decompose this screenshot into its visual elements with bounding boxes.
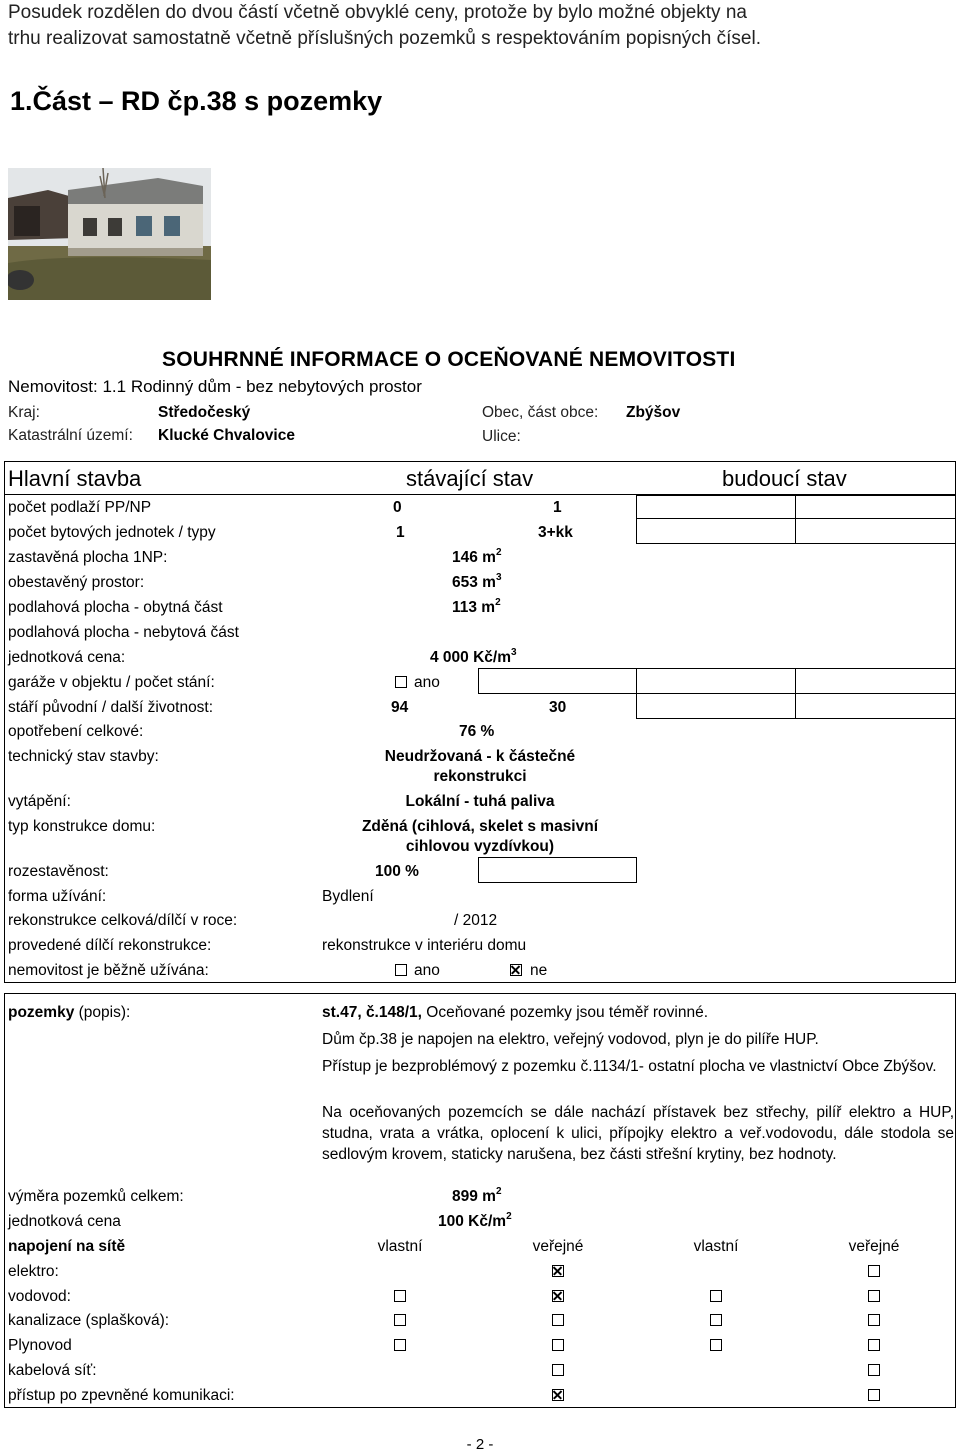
plynovod-public-current-checkbox[interactable] (552, 1339, 564, 1351)
net-label-vodovod: vodovod: (8, 1288, 71, 1305)
row-jednotky-label: počet bytových jednotek / typy (8, 524, 216, 541)
main-heading: Hlavní stavba (8, 466, 142, 491)
row-garaze-label: garáže v objektu / počet stání: (8, 674, 215, 691)
vodovod-public-future-checkbox[interactable] (868, 1290, 880, 1302)
kabelova-public-future-checkbox[interactable] (868, 1364, 880, 1376)
house-photo (8, 168, 211, 300)
row-stari-label: stáří původní / další životnost: (8, 699, 214, 716)
pristup-public-future-checkbox[interactable] (868, 1389, 880, 1401)
plynovod-own-future-checkbox[interactable] (710, 1339, 722, 1351)
row-obytna-label: podlahová plocha - obytná část (8, 599, 223, 616)
row-dilci-label: provedené dílčí rekonstrukce: (8, 937, 212, 954)
net-label-kanalizace: kanalizace (splašková): (8, 1312, 170, 1329)
future-state-heading: budoucí stav (722, 466, 847, 491)
row-opotrebeni-label: opotřebení celkové: (8, 723, 144, 740)
ulice-label: Ulice: (482, 428, 521, 445)
col-own-current: vlastní (377, 1238, 423, 1255)
land-area-label: výměra pozemků celkem: (8, 1188, 184, 1205)
future-cell (636, 518, 796, 544)
land-price-value: 100 $Kč/m^2$ (438, 1211, 512, 1230)
future-cell (795, 668, 956, 694)
used-yes-checkbox[interactable] (395, 964, 407, 976)
row-jednotky-v1: 1 (396, 524, 405, 541)
garage-checkbox[interactable] (395, 676, 407, 688)
ku-label: Katastrální území: (8, 427, 133, 444)
row-tech-label: technický stav stavby: (8, 748, 159, 765)
kabelova-public-current-checkbox[interactable] (552, 1364, 564, 1376)
rozestavenost-cell (478, 857, 637, 883)
row-podlazi-v1: 0 (393, 499, 402, 516)
row-cena-value: 4 000 $Kč/m^3$ (430, 647, 517, 666)
future-cell (795, 693, 956, 719)
vodovod-public-current-checkbox[interactable] (552, 1290, 564, 1302)
row-rozestavenost-value: 100 % (375, 863, 419, 880)
kanalizace-own-current-checkbox[interactable] (394, 1314, 406, 1326)
col-public-future: veřejné (848, 1238, 900, 1255)
kanalizace-own-future-checkbox[interactable] (710, 1314, 722, 1326)
row-zastavena-value: 146 $m^2$ (452, 547, 502, 566)
pristup-public-current-checkbox[interactable] (552, 1389, 564, 1401)
row-nebytova-label: podlahová plocha - nebytová část (8, 624, 239, 641)
col-own-future: vlastní (693, 1238, 739, 1255)
land-access-text: Přístup je bezproblémový z pozemku č.1134/1- ostatní plocha ve vlastnictví Obce Zbýšov. (322, 1058, 937, 1075)
future-cell (795, 518, 956, 544)
property-label: Nemovitost: 1.1 Rodinný dům - bez nebytových prostor (8, 377, 422, 396)
row-jednotky-v2: 3+kk (538, 524, 573, 541)
vodovod-own-current-checkbox[interactable] (394, 1290, 406, 1302)
kraj-value: Středočeský (158, 404, 251, 421)
elektro-public-future-checkbox[interactable] (868, 1265, 880, 1277)
future-cell (636, 668, 796, 694)
garage-cell (478, 668, 637, 694)
row-dilci-value: rekonstrukce v interiéru domu (322, 937, 527, 954)
row-opotrebeni-value: 76 % (459, 723, 495, 740)
row-tech-line1: Neudržovaná - k částečné (384, 748, 576, 765)
summary-title: SOUHRNNÉ INFORMACE O OCEŇOVANÉ NEMOVITOSTI (162, 348, 736, 371)
used-yes-label: ano (414, 962, 440, 979)
kanalizace-public-current-checkbox[interactable] (552, 1314, 564, 1326)
net-label-kabelova: kabelová síť: (8, 1362, 97, 1379)
land-extras-text: Na oceňovaných pozemcích se dále nachází přístavek bez střechy, pilíř elektro a HUP, studna, vrata a vrátka, oplocení k ulici, přípojky elektro a veř.vodovodu, dále stodola se sedlovým krovem, staticky narušena, bez části střešní krytiny, bez hodnoty. (322, 1104, 954, 1163)
row-tech-line2: rekonstrukci (433, 768, 527, 785)
row-rekonstrukce-label: rekonstrukce celková/dílčí v roce: (8, 912, 238, 929)
plynovod-public-future-checkbox[interactable] (868, 1339, 880, 1351)
land-line-2: Dům čp.38 je napojen na elektro, veřejný vodovod, plyn je do pilíře HUP. (322, 1031, 819, 1048)
intro-line-1: Posudek rozdělen do dvou částí včetně obvyklé ceny, protože by bylo možné objekty na (8, 2, 747, 23)
page-number: - 2 - (466, 1436, 494, 1453)
future-cell (795, 495, 956, 519)
row-vytapeni-label: vytápění: (8, 793, 71, 810)
future-cell (636, 693, 796, 719)
row-konstrukce-line2: cihlovou vyzdívkou) (405, 838, 555, 855)
row-konstrukce-line1: Zděná (cihlová, skelet s masivní (361, 818, 599, 835)
obec-label: Obec, část obce: (482, 404, 599, 421)
net-label-elektro: elektro: (8, 1263, 59, 1280)
part-heading: 1.Část – RD čp.38 s pozemky (10, 86, 383, 116)
row-forma-value: Bydlení (322, 888, 374, 905)
kraj-label: Kraj: (8, 404, 40, 421)
row-zastavena-label: zastavěná plocha 1NP: (8, 549, 168, 566)
used-no-label: ne (530, 962, 548, 979)
row-obytna-value: 113 $m^2$ (452, 597, 501, 616)
row-uzivana-label: nemovitost je běžně užívána: (8, 962, 209, 979)
land-label: pozemky (popis): (8, 1004, 131, 1021)
row-stari-v1: 94 (391, 699, 409, 716)
row-cena-label: jednotková cena: (8, 649, 126, 666)
row-obestaveny-label: obestavěný prostor: (8, 574, 145, 591)
row-rozestavenost-label: rozestavěnost: (8, 863, 109, 880)
land-price-label: jednotková cena (8, 1213, 121, 1230)
row-forma-label: forma užívání: (8, 888, 107, 905)
row-stari-v2: 30 (549, 699, 567, 716)
row-rekonstrukce-value: / 2012 (454, 912, 498, 929)
row-podlazi-label: počet podlaží PP/NP (8, 499, 152, 516)
land-line-1: st.47, č.148/1, Oceňované pozemky jsou téměř rovinné. (322, 1004, 708, 1021)
current-state-heading: stávající stav (406, 466, 534, 491)
vodovod-own-future-checkbox[interactable] (710, 1290, 722, 1302)
elektro-public-current-checkbox[interactable] (552, 1265, 564, 1277)
obec-value: Zbýšov (626, 404, 681, 421)
row-obestaveny-value: 653 $m^3$ (452, 572, 502, 591)
row-konstrukce-label: typ konstrukce domu: (8, 818, 156, 835)
intro-line-2: trhu realizovat samostatně včetně příslušných pozemků s respektováním popisných čísel. (8, 28, 761, 49)
future-cell (636, 495, 796, 519)
row-vytapeni-value: Lokální - tuhá paliva (405, 793, 555, 810)
network-heading: napojení na sítě (8, 1238, 126, 1255)
net-label-pristup: přístup po zpevněné komunikaci: (8, 1387, 235, 1404)
net-label-plynovod: Plynovod (8, 1337, 72, 1354)
kanalizace-public-future-checkbox[interactable] (868, 1314, 880, 1326)
land-area-value: 899 $m^2$ (452, 1186, 502, 1205)
row-podlazi-v2: 1 (553, 499, 562, 516)
plynovod-own-current-checkbox[interactable] (394, 1339, 406, 1351)
col-public-current: veřejné (532, 1238, 584, 1255)
ku-value: Klucké Chvalovice (158, 427, 295, 444)
used-no-checkbox[interactable] (510, 964, 522, 976)
garage-option: ano (414, 674, 440, 691)
